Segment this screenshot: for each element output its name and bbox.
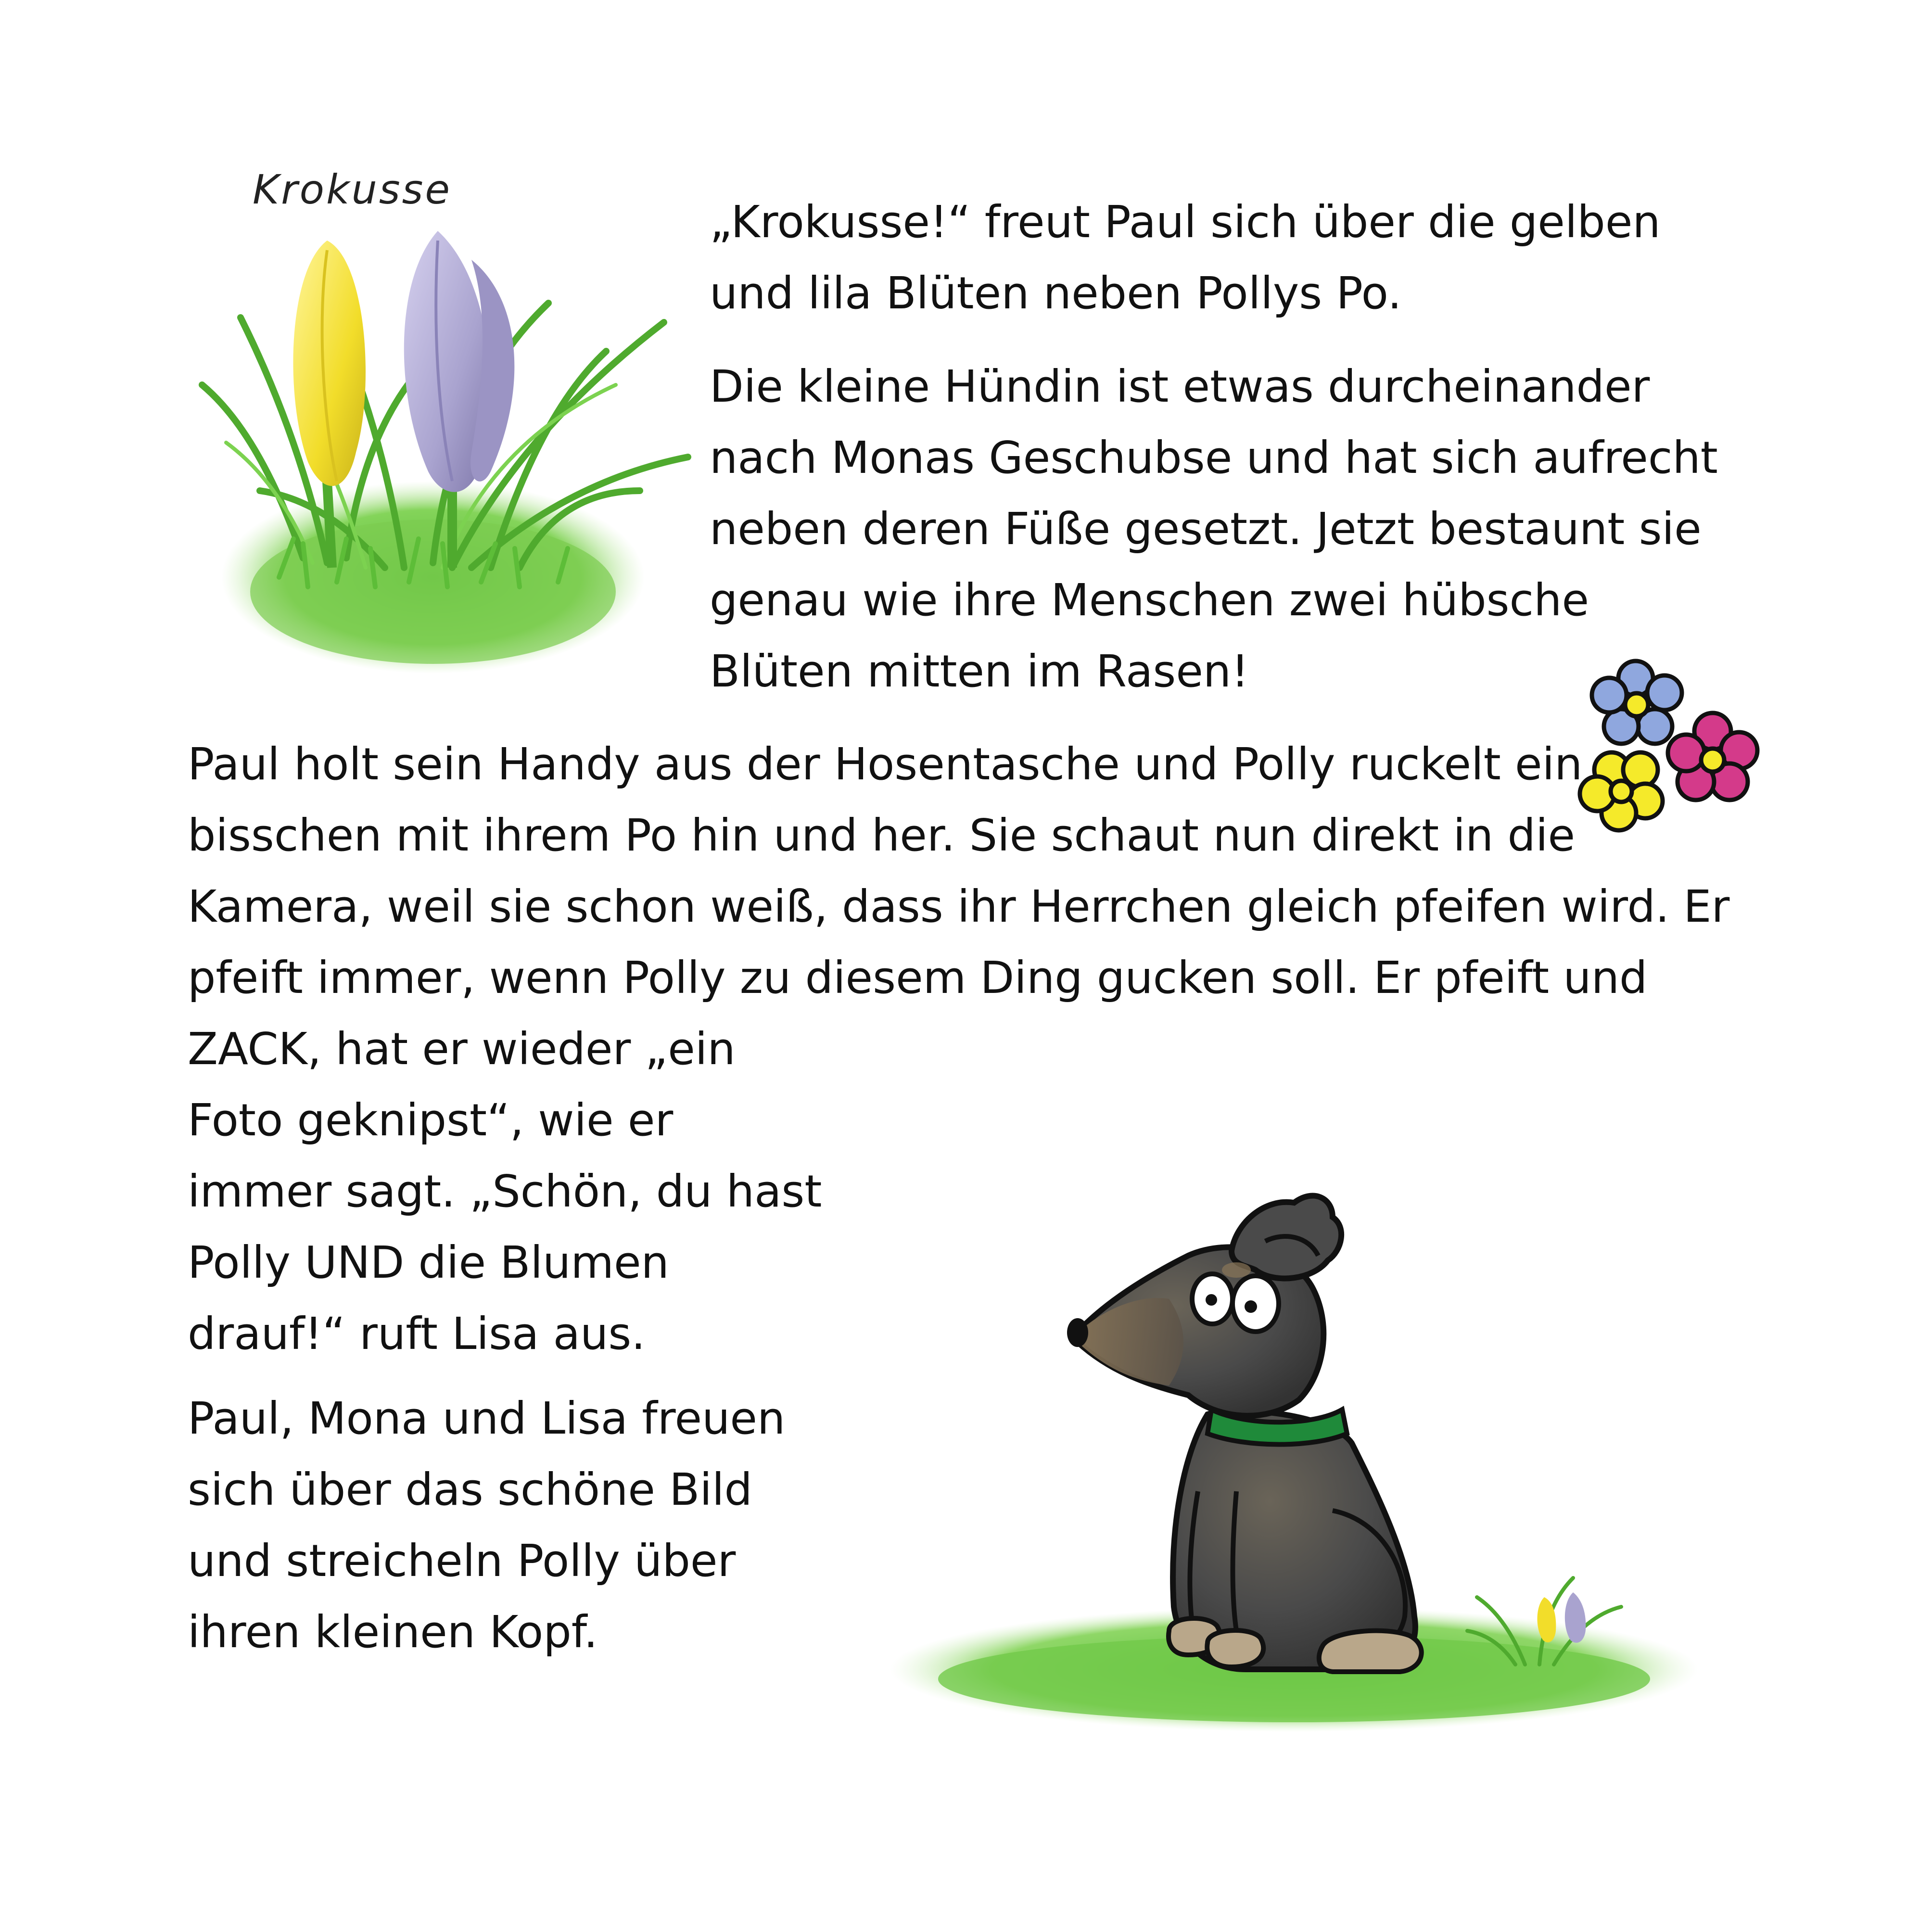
text-line: ihren kleinen Kopf. (188, 1606, 598, 1658)
text-line: ZACK, hat er wieder „ein (188, 1023, 736, 1075)
text-line: und lila Blüten neben Pollys Po. (710, 267, 1402, 319)
text-line: Blüten mitten im Rasen! (710, 646, 1249, 697)
text-line: immer sagt. „Schön, du hast (188, 1166, 822, 1217)
text-line: nach Monas Geschubse und hat sich aufrecht (710, 432, 1718, 483)
text-line: Polly UND die Blumen (188, 1237, 669, 1288)
text-line: neben deren Füße gesetzt. Jetzt bestaunt sie (710, 503, 1702, 555)
text-line: bisschen mit ihrem Po hin und her. Sie schaut nun direkt in die (188, 810, 1576, 861)
text-line: Die kleine Hündin ist etwas durcheinander (710, 361, 1650, 412)
text-line: und streicheln Polly über (188, 1535, 736, 1587)
text-line: Paul holt sein Handy aus der Hosentasche und Polly ruckelt ein (188, 738, 1583, 790)
text-line: Kamera, weil sie schon weiß, dass ihr Herrchen gleich pfeifen wird. Er (188, 881, 1730, 932)
dog-illustration (900, 1183, 1693, 1737)
text-line: genau wie ihre Menschen zwei hübsche (710, 574, 1589, 626)
text-line: drauf!“ ruft Lisa aus. (188, 1308, 646, 1360)
text-line: sich über das schöne Bild (188, 1464, 752, 1515)
crocus-illustration (183, 144, 693, 688)
paragraph-2 (710, 351, 1718, 707)
text-line: Foto geknipst“, wie er (188, 1094, 674, 1146)
text-line: Paul, Mona und Lisa freuen (188, 1393, 786, 1444)
crocus-label: Krokusse (253, 166, 452, 213)
text-line: „Krokusse!“ freut Paul sich über die gelben (710, 196, 1661, 248)
text-line: pfeift immer, wenn Polly zu diesem Ding gucken soll. Er pfeift und (188, 952, 1648, 1004)
paragraph-4 (188, 1383, 785, 1668)
paragraph-1 (710, 187, 1661, 329)
